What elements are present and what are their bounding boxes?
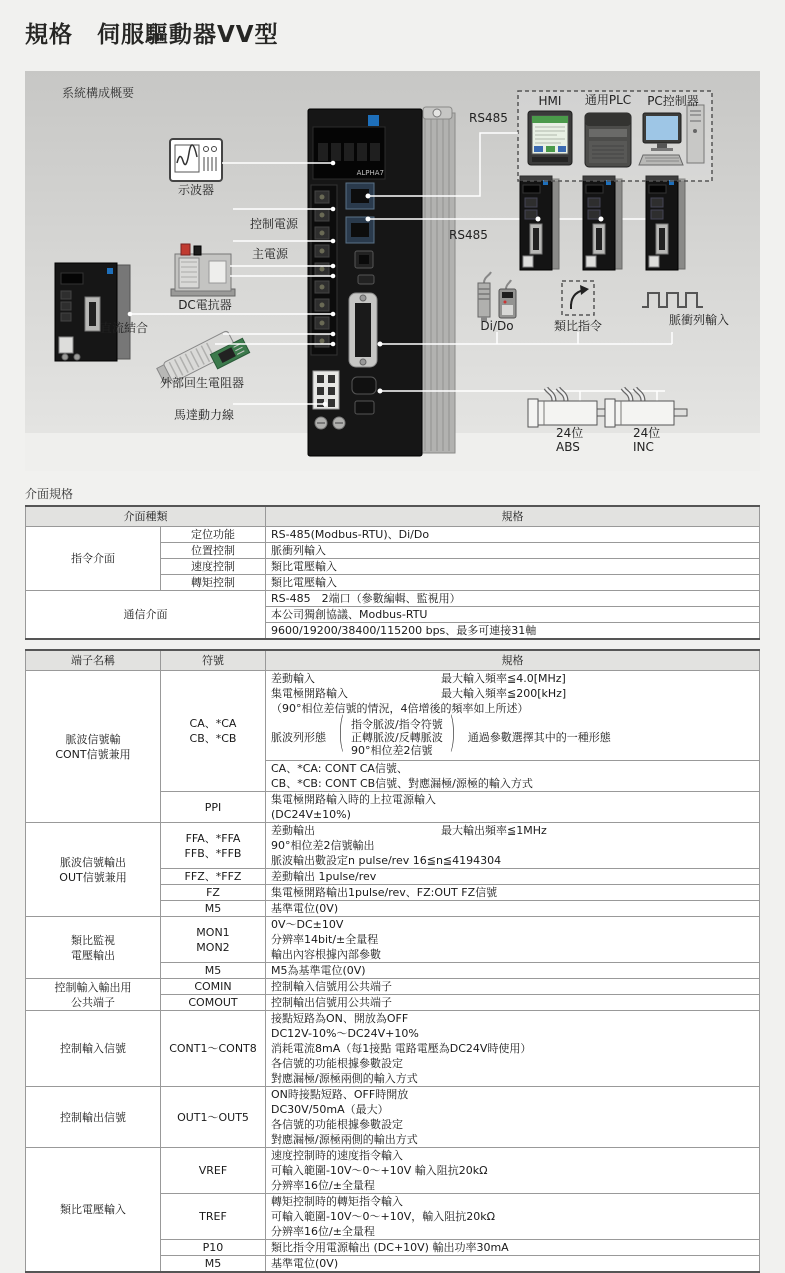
spec-line: 分辨率16位/±全量程 xyxy=(271,1179,375,1192)
symbol-line: FFB、*FFB xyxy=(184,846,242,860)
spec-line: 各信號的功能根據參數設定 xyxy=(271,1057,403,1070)
column-header-interface-type: 介面種類 xyxy=(26,506,266,527)
interface-spec-table xyxy=(25,505,760,640)
spec-cell xyxy=(266,823,760,869)
motor-inc-type-label: INC xyxy=(633,440,654,454)
control-power-label: 控制電源 xyxy=(250,217,299,231)
drive-brand-label: ALPHA7 xyxy=(356,169,384,177)
symbol-cell xyxy=(161,671,266,792)
group-name-line: 控制輸入輸出用 xyxy=(54,980,132,994)
pulse-form-option: 正轉脈波/反轉脈波 xyxy=(351,731,443,744)
spec-cell xyxy=(266,1011,760,1087)
spec-line: 速度控制時的速度指令輸入 xyxy=(271,1149,403,1162)
rs485-top-label: RS485 xyxy=(469,111,508,125)
hmi-icon xyxy=(528,111,572,165)
group-name-line: OUT信號兼用 xyxy=(59,870,127,884)
spec-line: 集電極開路輸入時的上拉電源輸入 xyxy=(271,793,436,806)
symbol-line: CB、*CB xyxy=(189,732,237,745)
symbol-cell xyxy=(161,917,266,963)
spec-line: (DC24V±10%) xyxy=(271,808,351,821)
system-diagram xyxy=(25,71,760,471)
spec-cell: M5為基準電位(0V) xyxy=(266,963,760,979)
symbol-cell: OUT1～OUT5 xyxy=(161,1087,266,1148)
terminal-spec-table xyxy=(25,649,760,1273)
spec-cell xyxy=(266,1148,760,1194)
symbol-cell xyxy=(161,823,266,869)
spec-line: CB、*CB: CONT CB信號、對應漏極/源極的輸入方式 xyxy=(271,777,533,790)
close-brace: ） xyxy=(450,714,461,761)
spec-cell xyxy=(266,792,760,823)
row-value: RS-485(Modbus-RTU)、Di/Do xyxy=(266,527,760,543)
oscilloscope-icon xyxy=(170,139,222,181)
spec-line: 集電極開路輸入 最大輸入頻率≦200[kHz] xyxy=(271,687,567,700)
hmi-label: HMI xyxy=(538,94,562,108)
spec-line: 分辨率16位/±全量程 xyxy=(271,1225,375,1238)
column-header-terminal-name: 端子名稱 xyxy=(26,650,161,671)
fuji-logo xyxy=(368,115,379,126)
row-value: RS-485 2端口（參數編輯、監視用） xyxy=(266,591,760,607)
group-name-line: CONT信號兼用 xyxy=(55,747,131,761)
group-name-line: 脈波信號輸 xyxy=(65,732,121,746)
pulse-form-options xyxy=(351,718,443,757)
spec-line: 對應漏極/源極兩側的輸出方式 xyxy=(271,1133,418,1146)
regen-resistor-label: 外部回生電阻器 xyxy=(160,376,245,390)
column-header-spec: 規格 xyxy=(266,650,760,671)
symbol-cell: COMOUT xyxy=(161,995,266,1011)
row-key: 定位功能 xyxy=(161,527,266,543)
dc-link-label: 直流結合 xyxy=(100,321,149,335)
spec-line: 可輸入範圍-10V～0～+10V 輸入阻抗20kΩ xyxy=(271,1164,488,1177)
spec-cell: 基準電位(0V) xyxy=(266,901,760,917)
symbol-line: MON1 xyxy=(196,925,230,939)
diagram-section-label: 系統構成概要 xyxy=(62,86,135,100)
plc-label: 通用PLC xyxy=(584,93,632,107)
spec-cell: 基準電位(0V) xyxy=(266,1256,760,1273)
spec-cell: 控制輸出信號用公共端子 xyxy=(266,995,760,1011)
pulse-form-label: 脈波列形態 xyxy=(271,731,326,744)
spec-cell xyxy=(266,917,760,963)
group-name-line: 電壓輸出 xyxy=(71,948,115,962)
row-value: 類比電壓輸入 xyxy=(266,575,760,591)
spec-cell: 類比指令用電源輸出 (DC+10V) 輸出功率30mA xyxy=(266,1240,760,1256)
spec-cell: 集電極開路輸出1pulse/rev、FZ:OUT FZ信號 xyxy=(266,885,760,901)
symbol-cell: TREF xyxy=(161,1194,266,1240)
group-cell-pulse-output xyxy=(26,823,161,917)
row-key: 位置控制 xyxy=(161,543,266,559)
spec-line: 轉矩控制時的轉矩指令輸入 xyxy=(271,1195,403,1208)
group-name-line: 脈波信號輸出 xyxy=(60,855,126,869)
open-brace: （ xyxy=(333,714,344,761)
group-name-line: 類比監視 xyxy=(71,933,115,947)
group-cell-pulse-input xyxy=(26,671,161,823)
spec-line: 0V～DC±10V xyxy=(271,918,344,931)
spec-line: 輸出內容根據內部參數 xyxy=(271,948,381,961)
symbol-line: MON2 xyxy=(196,940,230,954)
spec-line: CA、*CA: CONT CA信號、 xyxy=(271,762,408,775)
pc-icon xyxy=(639,105,704,165)
spec-line: 接點短路為ON、開放為OFF xyxy=(271,1012,409,1025)
symbol-cell: FZ xyxy=(161,885,266,901)
symbol-cell: M5 xyxy=(161,963,266,979)
group-cell-control-input: 控制輸入信號 xyxy=(26,1011,161,1087)
dc-reactor-label: DC電抗器 xyxy=(178,298,232,312)
pulse-form-selection xyxy=(271,714,754,761)
group-name-line: 公共端子 xyxy=(71,995,115,1009)
page-title: 規格 伺服驅動器VV型 xyxy=(25,22,279,48)
oscilloscope-label: 示波器 xyxy=(177,183,214,197)
group-cell-command-interface: 指令介面 xyxy=(26,527,161,591)
interface-spec-section-label: 介面規格 xyxy=(25,487,74,501)
spec-line: ON時接點短路、OFF時開放 xyxy=(271,1088,409,1101)
pulse-form-option: 90°相位差2信號 xyxy=(351,744,433,757)
motor-abs-bits-label: 24位 xyxy=(556,426,584,440)
spec-line: 各信號的功能根據參數設定 xyxy=(271,1118,403,1131)
spec-line: DC12V-10%～DC24V+10% xyxy=(271,1027,419,1040)
pulse-form-note: 通過參數選擇其中的一種形態 xyxy=(467,731,611,744)
axis-drives-icons xyxy=(520,176,685,270)
symbol-cell: FFZ、*FFZ xyxy=(161,869,266,885)
row-key: 轉矩控制 xyxy=(161,575,266,591)
symbol-cell: COMIN xyxy=(161,979,266,995)
spec-line: 分辨率14bit/±全量程 xyxy=(271,933,379,946)
spec-line: 消耗電流8mA（每1接點 電路電壓為DC24V時使用） xyxy=(271,1042,532,1055)
spec-cell: 控制輸入信號用公共端子 xyxy=(266,979,760,995)
symbol-cell: CONT1～CONT8 xyxy=(161,1011,266,1087)
spec-cell: 差動輸出 1pulse/rev xyxy=(266,869,760,885)
pulse-form-option: 指令脈波/指令符號 xyxy=(351,718,443,731)
spec-cell xyxy=(266,671,760,761)
spec-line: 可輸入範圍-10V～0～+10V，輸入阻抗20kΩ xyxy=(271,1210,496,1223)
rs485-bus-label: RS485 xyxy=(449,228,488,242)
row-value: 類比電壓輸入 xyxy=(266,559,760,575)
spec-cell xyxy=(266,1087,760,1148)
motor-inc-bits-label: 24位 xyxy=(633,426,661,440)
spec-line: 差動輸出 最大輸出頻率≦1MHz xyxy=(271,824,547,837)
spec-line: DC30V/50mA（最大） xyxy=(271,1103,389,1116)
spec-cell xyxy=(266,1194,760,1240)
main-power-label: 主電源 xyxy=(252,247,289,261)
spec-cell xyxy=(266,761,760,792)
symbol-cell: P10 xyxy=(161,1240,266,1256)
row-key: 速度控制 xyxy=(161,559,266,575)
pulse-train-label: 脈衝列輸入 xyxy=(668,313,729,327)
spec-page xyxy=(0,16,785,1270)
spec-line: 脈波輸出數設定n pulse/rev 16≦n≦4194304 xyxy=(271,854,502,867)
pc-controller-label: PC控制器 xyxy=(647,94,699,108)
row-value: 脈衝列輸入 xyxy=(266,543,760,559)
dido-label: Di/Do xyxy=(480,319,514,333)
secondary-drive-icon xyxy=(55,263,130,361)
analog-command-label: 類比指令 xyxy=(553,319,602,333)
column-header-symbol: 符號 xyxy=(161,650,266,671)
group-cell-common-terminal xyxy=(26,979,161,1011)
motor-cable-label: 馬達動力線 xyxy=(174,408,235,422)
group-cell-control-output: 控制輸出信號 xyxy=(26,1087,161,1148)
main-drive-icon xyxy=(308,107,455,456)
group-cell-analog-monitor xyxy=(26,917,161,979)
motor-abs-type-label: ABS xyxy=(556,440,580,454)
spec-line: 對應漏極/源極兩側的輸入方式 xyxy=(271,1072,418,1085)
group-cell-analog-voltage-input: 類比電壓輸入 xyxy=(26,1148,161,1273)
symbol-cell: M5 xyxy=(161,1256,266,1273)
symbol-cell: PPI xyxy=(161,792,266,823)
spec-line: 90°相位差2信號輸出 xyxy=(271,839,375,852)
symbol-line: FFA、*FFA xyxy=(185,831,241,845)
group-cell-comm-interface: 通信介面 xyxy=(26,591,266,640)
column-header-spec: 規格 xyxy=(266,506,760,527)
symbol-line: CA、*CA xyxy=(189,717,237,730)
row-value: 9600/19200/38400/115200 bps、最多可連接31軸 xyxy=(266,623,760,640)
spec-line: 差動輸入 最大輸入頻率≦4.0[MHz] xyxy=(271,672,566,685)
row-value: 本公司獨創協議、Modbus-RTU xyxy=(266,607,760,623)
symbol-cell: VREF xyxy=(161,1148,266,1194)
plc-icon xyxy=(585,113,631,167)
system-diagram-art xyxy=(25,71,760,471)
symbol-cell: M5 xyxy=(161,901,266,917)
spec-line: （90°相位差信號的情況，4倍增後的頻率如上所述） xyxy=(271,702,529,715)
